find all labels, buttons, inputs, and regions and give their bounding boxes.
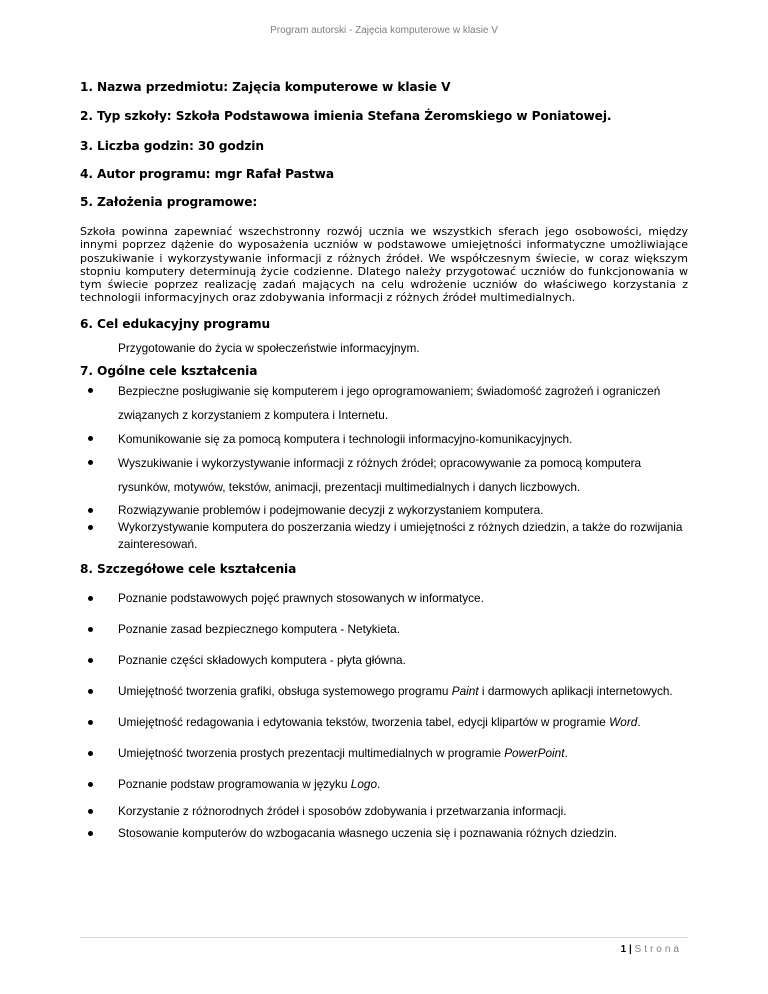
bullet-icon xyxy=(88,525,93,530)
bullet-icon xyxy=(88,751,93,756)
page-number: 1 xyxy=(620,944,627,955)
list-item: Korzystanie z różnorodnych źródeł i sposobów zdobywania i przetwarzania informacji. xyxy=(80,803,688,820)
section-8-heading: 8. Szczegółowe cele kształcenia xyxy=(80,561,297,576)
bullet-icon xyxy=(88,627,93,632)
section-5-heading: 5. Założenia programowe: xyxy=(80,195,258,209)
document-body xyxy=(80,80,688,849)
bullet-icon xyxy=(88,809,93,814)
list-item: Poznanie zasad bezpiecznego komputera - Netykieta. xyxy=(80,617,688,641)
page-label: Strona xyxy=(634,944,682,955)
bullet-icon xyxy=(88,689,93,694)
bullet-icon xyxy=(88,460,93,465)
bullet-icon xyxy=(88,436,93,441)
section-5-paragraph: Szkoła powinna zapewniać wszechstronny rozwój ucznia we wszystkich sferach jego osobowości, między innymi poprzez dążenie do wyposażenia uczniów w podstawowe umiejętności informatyczne umożliwiające poszukiwanie i wykorzystywanie informacji z różnych źródeł. We współczesnym świecie, w coraz większym stopniu komputery determinują życie codzienne. Dlatego należy przygotować uczniów do funkcjonowania w tym świecie poprzez realizację zadań mających na celu wdrożenie uczniów do właściwego korzystania z technologii informacyjnych oraz zdobywania informacji z różnych źródeł multimedialnych. xyxy=(80,225,688,305)
section-7-heading: 7. Ogólne cele kształcenia xyxy=(80,363,258,378)
list-item: Poznanie podstawowych pojęć prawnych stosowanych w informatyce. xyxy=(80,586,688,610)
list-item: Poznanie części składowych komputera - płyta główna. xyxy=(80,648,688,672)
list-item: Wyszukiwanie i wykorzystywanie informacji z różnych źródeł; opracowywanie za pomocą komputera rysunków, motywów, tekstów, animacji, prezentacji multimedialnych i danych liczbowych. xyxy=(80,451,688,499)
bullet-icon xyxy=(88,782,93,787)
section-8-list xyxy=(80,586,688,842)
list-item: Rozwiązywanie problemów i podejmowanie decyzji z wykorzystaniem komputera. xyxy=(80,502,688,519)
bullet-icon xyxy=(88,831,93,836)
page-footer xyxy=(621,944,682,955)
bullet-icon xyxy=(88,596,93,601)
list-item: Komunikowanie się za pomocą komputera i technologii informacyjno-komunikacyjnych. xyxy=(80,427,688,451)
section-7-list xyxy=(80,379,688,553)
section-1-heading: 1. Nazwa przedmiotu: Zajęcia komputerowe w klasie V xyxy=(80,80,451,94)
section-6-heading: 6. Cel edukacyjny programu xyxy=(80,316,271,331)
bullet-icon xyxy=(88,388,93,393)
list-item: Stosowanie komputerów do wzbogacania własnego uczenia się i poznawania różnych dziedzin. xyxy=(80,825,688,842)
bullet-icon xyxy=(88,658,93,663)
footer-divider xyxy=(80,937,688,938)
list-item: Umiejętność tworzenia prostych prezentacji multimedialnych w programie PowerPoint. xyxy=(80,741,688,765)
list-item: Wykorzystywanie komputera do poszerzania wiedzy i umiejętności z różnych dziedzin, a także do rozwijania zainteresowań. xyxy=(80,519,688,553)
section-3-heading: 3. Liczba godzin: 30 godzin xyxy=(80,139,264,153)
list-item: Poznanie podstaw programowania w języku Logo. xyxy=(80,772,688,796)
section-2-heading: 2. Typ szkoły: Szkoła Podstawowa imienia Stefana Żeromskiego w Poniatowej. xyxy=(80,109,612,123)
bullet-icon xyxy=(88,720,93,725)
list-item: Umiejętność tworzenia grafiki, obsługa systemowego programu Paint i darmowych aplikacji internetowych. xyxy=(80,679,688,703)
section-6-text: Przygotowanie do życia w społeczeństwie informacyjnym. xyxy=(118,340,420,355)
section-4-heading: 4. Autor programu: mgr Rafał Pastwa xyxy=(80,167,334,181)
bullet-icon xyxy=(88,508,93,513)
running-header: Program autorski - Zajęcia komputerowe w klasie V xyxy=(270,25,498,36)
footer-separator: | xyxy=(628,944,632,955)
list-item: Umiejętność redagowania i edytowania tekstów, tworzenia tabel, edycji klipartów w programie Word. xyxy=(80,710,688,734)
list-item: Bezpieczne posługiwanie się komputerem i jego oprogramowaniem; świadomość zagrożeń i ograniczeń związanych z korzystaniem z komputera i Internetu. xyxy=(80,379,688,427)
